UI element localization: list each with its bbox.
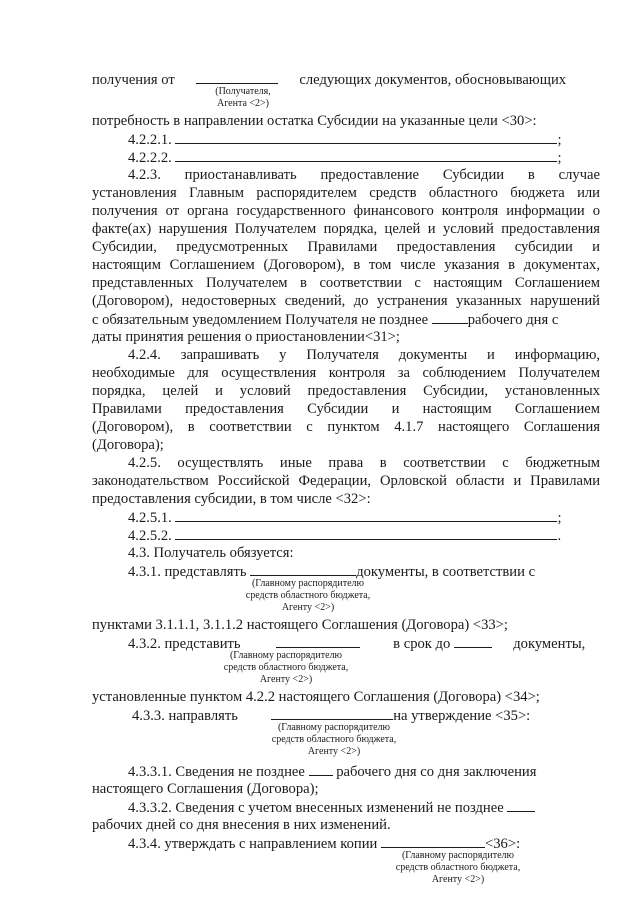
field-note: средств областного бюджета, [271, 734, 397, 745]
section-heading: 4.3. Получатель обязуется: [128, 545, 294, 561]
text-line: 4.2.4. запрашивать у Получателя документы и информацию, [128, 347, 600, 363]
field-note: Агенту <2>) [281, 602, 335, 613]
text-fragment: . [557, 528, 562, 544]
fill-blank [175, 526, 557, 540]
text-line: получения от органа государственного финансового контроля информации о [92, 203, 600, 219]
text-fragment: 4.3.2. представить [128, 636, 241, 652]
text-fragment: <36>: [485, 836, 521, 852]
text-line: Субсидии, предусмотренных Правилами предоставления субсидии и [92, 239, 600, 255]
text-line: потребность в направлении остатка Субсидии на указанные цели <30>: [92, 113, 537, 129]
text-fragment: ; [557, 132, 562, 148]
clause-number: 4.2.2.1. [128, 132, 172, 148]
text-line [92, 70, 600, 89]
text-fragment: 4.3.4. утверждать с направлением копии [128, 836, 378, 852]
field-note: Агенту <2>) [431, 874, 485, 885]
text-line: 4.2.3. приостанавливать предоставление Субсидии в случае [128, 167, 600, 183]
text-line: (Договором), недостоверных сведений, до устранения указанных нарушений [92, 293, 600, 309]
text-fragment: 4.3.1. представлять [128, 564, 247, 580]
field-note: средств областного бюджета, [223, 662, 349, 673]
text-line [128, 634, 600, 653]
text-line: представленных Получателем в соответствии с настоящим Соглашением [92, 275, 600, 291]
text-fragment: ; [557, 150, 562, 166]
text-line: Правилами предоставления Субсидии и настоящим Соглашением [92, 401, 600, 417]
fill-blank [250, 562, 356, 576]
text-line: 4.2.5. осуществлять иные права в соответствии с бюджетным [128, 455, 600, 471]
text-fragment: рабочего дня с [467, 312, 559, 328]
clause-number: 4.2.5.1. [128, 510, 172, 526]
text-line [128, 148, 600, 167]
fill-blank [271, 706, 393, 720]
text-line [92, 310, 600, 329]
field-note: (Главному распорядителю [401, 850, 515, 861]
text-fragment: рабочего дня со дня заключения [336, 764, 537, 780]
fill-blank [175, 508, 557, 522]
text-line: рабочих дней со дня внесения в них изменений. [92, 817, 391, 833]
fill-blank [381, 834, 485, 848]
field-note: Агенту <2>) [259, 674, 313, 685]
text-line: пунктами 3.1.1.1, 3.1.1.2 настоящего Соглашения (Договора) <33>; [92, 617, 508, 633]
text-line: законодательством Российской Федерации, Орловской области и Правилами [92, 473, 600, 489]
text-fragment: получения от [92, 72, 175, 88]
text-line: необходимые для осуществления контроля за соблюдением Получателем [92, 365, 600, 381]
text-line: порядка, целей и условий предоставления Субсидии, установленных [92, 383, 600, 399]
text-line: установленные пунктом 4.2.2 настоящего Соглашения (Договора) <34>; [92, 689, 540, 705]
field-note: средств областного бюджета, [395, 862, 521, 873]
fill-blank [196, 70, 278, 84]
text-line [128, 508, 600, 527]
text-line [128, 130, 600, 149]
text-line [128, 526, 600, 545]
field-note: (Главному распорядителю [251, 578, 365, 589]
field-note: (Получателя, [215, 86, 271, 97]
field-note: средств областного бюджета, [245, 590, 371, 601]
text-fragment: следующих документов, обосновывающих [299, 72, 567, 88]
text-fragment: ; [557, 510, 562, 526]
fill-blank [309, 762, 333, 776]
field-note: Агента <2>) [216, 98, 270, 109]
text-line: факте(ах) нарушения Получателем порядка, целей и условий предоставления [92, 221, 600, 237]
fill-blank [507, 798, 535, 812]
text-line: предоставления субсидии, в том числе <32>: [92, 491, 371, 507]
text-fragment: на утверждение <35>: [393, 708, 531, 724]
field-note: Агенту <2>) [307, 746, 361, 757]
text-fragment: документы, [513, 636, 586, 652]
field-note: (Главному распорядителю [229, 650, 343, 661]
text-line [128, 798, 600, 817]
text-line: настоящим Соглашением (Договором), в том числе указания в документах, [92, 257, 600, 273]
text-line [128, 762, 600, 781]
fill-blank [454, 634, 492, 648]
text-line: настоящего Соглашения (Договора); [92, 781, 319, 797]
text-fragment: в срок до [393, 636, 451, 652]
fill-blank [276, 634, 360, 648]
fill-blank [175, 148, 557, 162]
text-line: (Договором), в соответствии с пунктом 4.1.7 настоящего Соглашения [92, 419, 600, 435]
clause-number: 4.2.5.2. [128, 528, 172, 544]
text-fragment: с обязательным уведомлением Получателя не позднее [92, 312, 429, 328]
text-fragment: 4.3.3.2. Сведения с учетом внесенных изменений не позднее [128, 800, 504, 816]
clause-number: 4.2.2.2. [128, 150, 172, 166]
fill-blank [432, 310, 468, 324]
fill-blank [175, 130, 557, 144]
field-note: (Главному распорядителю [277, 722, 391, 733]
text-fragment: 4.3.3. направлять [132, 708, 238, 724]
text-line: (Договора); [92, 437, 164, 453]
text-line: даты принятия решения о приостановлении<31>; [92, 329, 400, 345]
text-line: установления Главным распорядителем средств областного бюджета или [92, 185, 600, 201]
text-fragment: документы, в соответствии с [356, 564, 536, 580]
text-fragment: 4.3.3.1. Сведения не позднее [128, 764, 305, 780]
